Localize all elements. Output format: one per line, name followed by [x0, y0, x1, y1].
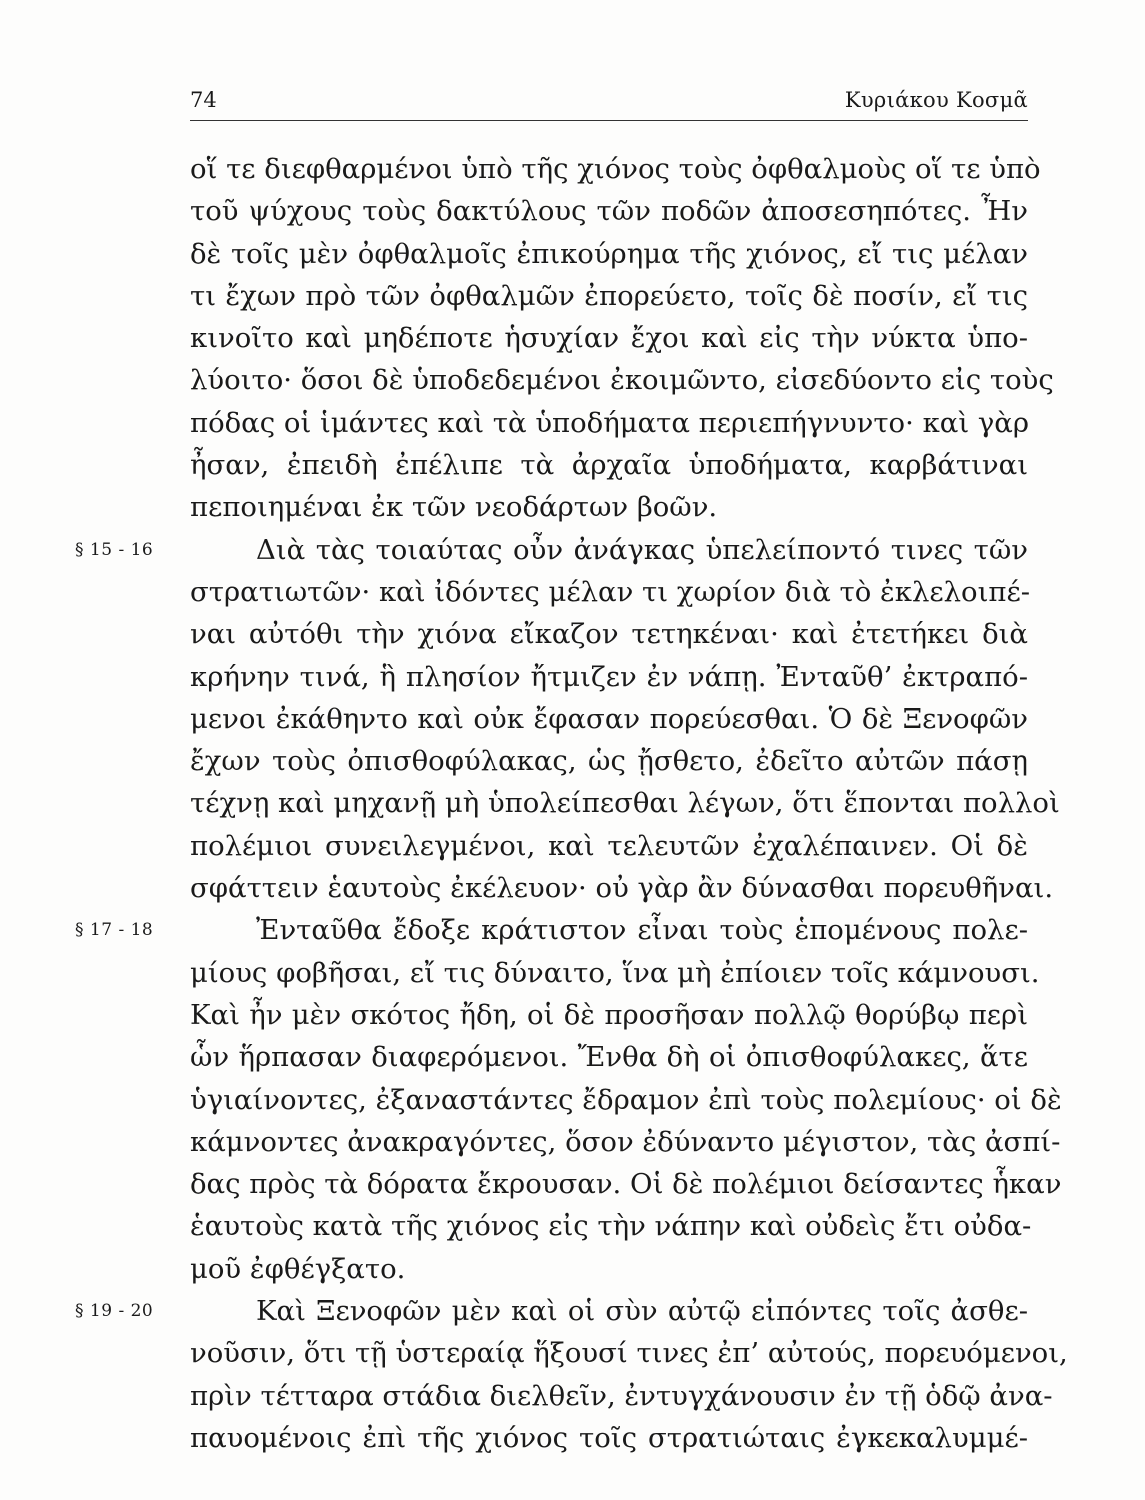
- text-line: παυομένοις ἐπὶ τῆς χιόνος τοῖς στρατιώταις ἐγκεκαλυμμέ-: [190, 1421, 1028, 1454]
- section-reference: § 17 - 18: [75, 920, 154, 941]
- paragraph: [75, 1290, 1068, 1459]
- text-line: πεποιημέναι ἐκ τῶν νεοδάρτων βοῶν.: [190, 491, 718, 524]
- text-line: μίους φοβῆσαι, εἴ τις δύναιτο, ἵνα μὴ ἐπίοιεν τοῖς κάμνουσι.: [190, 956, 1040, 989]
- text-line: δας πρὸς τὰ δόρατα ἔκρουσαν. Οἱ δὲ πολέμιοι δείσαντες ἧκαν: [190, 1168, 1062, 1201]
- text-line: τέχνῃ καὶ μηχανῇ μὴ ὑπολείπεσθαι λέγων, ὅτι ἕπονται πολλοὶ: [190, 787, 1060, 820]
- text-line: ὧν ἥρπασαν διαφερόμενοι. Ἔνθα δὴ οἱ ὀπισθοφύλακες, ἅτε: [190, 1041, 1028, 1074]
- text-line: Ἐνταῦθα ἔδοξε κράτιστον εἶναι τοὺς ἑπομένους πολε-: [256, 914, 1028, 947]
- page-header: [190, 86, 1028, 121]
- paragraph: [75, 909, 1062, 1290]
- text-line: Καὶ Ξενοφῶν μὲν καὶ οἱ σὺν αὐτῷ εἰπόντες τοῖς ἀσθε-: [256, 1295, 1028, 1328]
- text-line: πολέμιοι συνειλεγμένοι, καὶ τελευτῶν ἐχαλέπαινεν. Οἱ δὲ: [190, 829, 1028, 862]
- text-line: ὑγιαίνοντες, ἐξαναστάντες ἔδραμον ἐπὶ τοὺς πολεμίους· οἱ δὲ: [190, 1083, 1062, 1116]
- text-line: δὲ τοῖς μὲν ὀφθαλμοῖς ἐπικούρημα τῆς χιόνος, εἴ τις μέλαν: [190, 237, 1028, 270]
- text-line: νοῦσιν, ὅτι τῇ ὑστεραίᾳ ἥξουσί τινες ἐπ’ αὐτούς, πορευόμενοι,: [190, 1337, 1068, 1370]
- section-reference: § 19 - 20: [75, 1301, 154, 1322]
- text-line: ἦσαν, ἐπειδὴ ἐπέλιπε τὰ ἀρχαῖα ὑποδήματα, καρβάτιναι: [190, 449, 1028, 482]
- paragraph: [190, 148, 1054, 529]
- text-line: λύοιτο· ὅσοι δὲ ὑποδεδεμένοι ἐκοιμῶντο, εἰσεδύοντο εἰς τοὺς: [190, 364, 1054, 397]
- body-text: [75, 148, 1068, 1459]
- paragraph: [75, 529, 1060, 910]
- page-number: 74: [190, 88, 217, 112]
- text-line: τι ἔχων πρὸ τῶν ὀφθαλμῶν ἐπορεύετο, τοῖς δὲ ποσίν, εἴ τις: [190, 279, 1028, 312]
- running-head: Κυριάκου Κοσμᾶ: [844, 88, 1028, 112]
- text-line: κρήνην τινά, ἣ πλησίον ἤτμιζεν ἐν νάπῃ. Ἐνταῦθ’ ἐκτραπό-: [190, 660, 1028, 693]
- text-line: τοῦ ψύχους τοὺς δακτύλους τῶν ποδῶν ἀποσεσηπότες. Ἦν: [190, 195, 1028, 228]
- text-line: πρὶν τέτταρα στάδια διελθεῖν, ἐντυγχάνουσιν ἐν τῇ ὁδῷ ἀνα-: [190, 1379, 1053, 1412]
- text-line: Καὶ ἦν μὲν σκότος ἤδη, οἱ δὲ προσῆσαν πολλῷ θορύβῳ περὶ: [190, 998, 1028, 1031]
- text-line: μενοι ἐκάθηντο καὶ οὐκ ἔφασαν πορεύεσθαι. Ὁ δὲ Ξενοφῶν: [190, 702, 1028, 735]
- text-line-first: [75, 1290, 1028, 1332]
- text-line: οἵ τε διεφθαρμένοι ὑπὸ τῆς χιόνος τοὺς ὀφθαλμοὺς οἵ τε ὑπὸ: [190, 153, 1041, 185]
- text-line: κάμνοντες ἀνακραγόντες, ὅσον ἐδύναντο μέγιστον, τὰς ἀσπί-: [190, 1125, 1061, 1158]
- text-line: μοῦ ἐφθέγξατο.: [190, 1252, 406, 1285]
- text-line: ἑαυτοὺς κατὰ τῆς χιόνος εἰς τὴν νάπην καὶ οὐδεὶς ἔτι οὐδα-: [190, 1210, 1032, 1243]
- section-reference: § 15 - 16: [75, 539, 154, 560]
- text-line: Διὰ τὰς τοιαύτας οὖν ἀνάγκας ὑπελείποντό τινες τῶν: [256, 533, 1028, 566]
- text-line: κινοῖτο καὶ μηδέποτε ἡσυχίαν ἔχοι καὶ εἰς τὴν νύκτα ὑπο-: [190, 322, 1028, 355]
- text-line: ναι αὐτόθι τὴν χιόνα εἴκαζον τετηκέναι· καὶ ἐτετήκει διὰ: [190, 618, 1028, 651]
- text-line: σφάττειν ἑαυτοὺς ἐκέλευον· οὐ γὰρ ἂν δύνασθαι πορευθῆναι.: [190, 872, 1054, 905]
- text-line: στρατιωτῶν· καὶ ἰδόντες μέλαν τι χωρίον διὰ τὸ ἐκλελοιπέ-: [190, 575, 1031, 608]
- text-line: πόδας οἱ ἱμάντες καὶ τὰ ὑποδήματα περιεπήγνυντο· καὶ γὰρ: [190, 406, 1030, 439]
- text-line-first: [75, 529, 1028, 571]
- text-line-first: [75, 909, 1028, 951]
- text-line: ἔχων τοὺς ὀπισθοφύλακας, ὡς ᾔσθετο, ἐδεῖτο αὐτῶν πάσῃ: [190, 745, 1028, 778]
